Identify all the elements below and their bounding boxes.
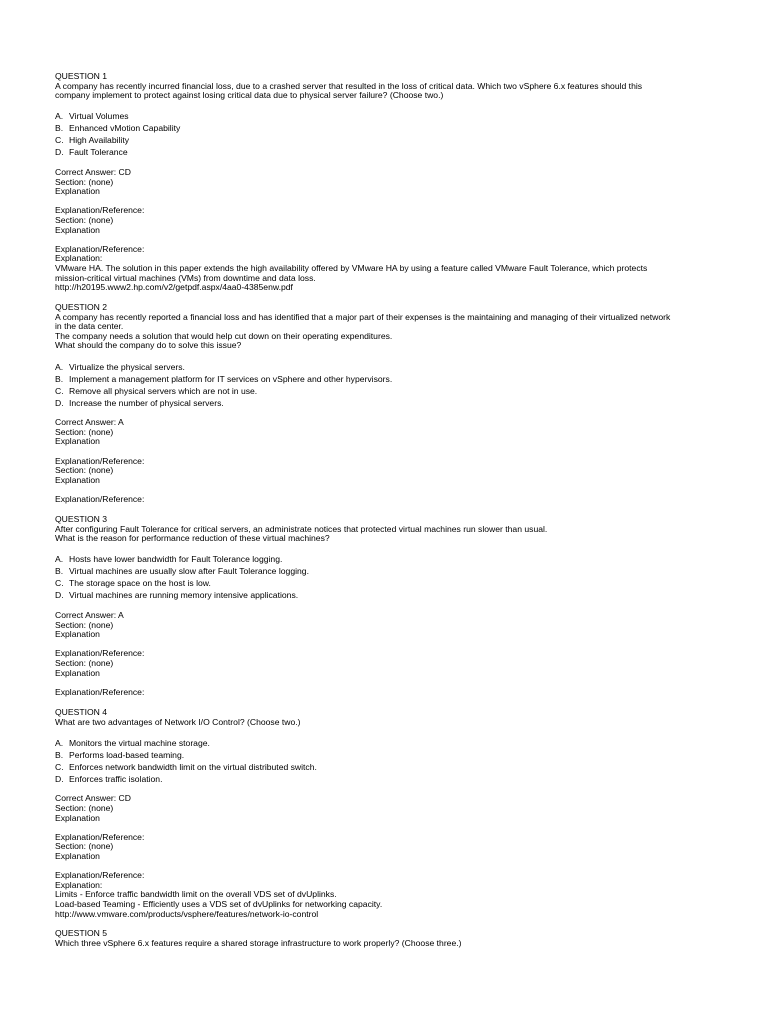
spacer [55,158,715,168]
option-letter: D. [55,147,64,158]
answer-option [55,577,715,589]
answer-info-line: Explanation [55,629,100,640]
spacer [55,544,715,554]
option-letter: C. [55,385,64,396]
answer-option [55,122,715,134]
answer-info-line: Explanation [55,812,100,823]
question-heading: QUESTION 3 [55,514,108,524]
explanation-line: Explanation/Reference: [55,493,145,504]
question-stem-line: What are two advantages of Network I/O Control? (Choose two.) [55,716,301,727]
question-stem-line: Which three vSphere 6.x features require a shared storage infrastructure to work properly? (Choose three.) [55,937,462,948]
question-stem-line: in the data center. [55,321,124,332]
question-stem-line: The company needs a solution that would help cut down on their operating expenditures. [55,330,393,341]
explanation-line: VMware HA. The solution in this paper extends the high availability offered by VMware HA by using a feature called VMware Fault Tolerance, which protects [55,262,648,273]
question-block [55,303,715,505]
spacer [55,862,715,872]
option-letter: D. [55,397,64,408]
explanation-line: Explanation/Reference: [55,686,145,697]
option-text: Increase the number of physical servers. [69,397,224,408]
option-letter: A. [55,111,64,122]
option-letter: B. [55,123,64,134]
question-stem-line: After configuring Fault Tolerance for critical servers, an administrate notices that protected virtual machines run slower than usual. [55,523,548,534]
spacer [55,447,715,457]
option-letter: D. [55,773,64,784]
option-text: Monitors the virtual machine storage. [69,737,210,748]
answer-option [55,553,715,565]
explanation-line: Section: (none) [55,214,114,225]
option-text: Virtual machines are running memory intensive applications. [69,590,299,601]
explanation-line: Section: (none) [55,465,114,476]
option-text: High Availability [69,135,130,146]
spacer [55,640,715,650]
question-block [55,929,715,948]
answer-option [55,134,715,146]
option-text: Implement a management platform for IT services on vSphere and other hypervisors. [69,373,393,384]
question-stem-line: company implement to protect against losing critical data due to physical server failure? (Choose two.) [55,90,444,101]
answer-info-line: Explanation [55,436,100,447]
spacer [55,727,715,737]
answer-option [55,385,715,397]
explanation-line: Explanation/Reference: [55,831,145,842]
option-letter: C. [55,761,64,772]
spacer [55,409,715,419]
answer-option [55,761,715,773]
question-heading: QUESTION 1 [55,71,108,81]
option-text: Virtual Volumes [69,111,129,122]
option-text: Enhanced vMotion Capability [69,123,181,134]
option-text: Enforces network bandwidth limit on the virtual distributed switch. [69,761,317,772]
option-letter: B. [55,566,64,577]
option-text: Virtualize the physical servers. [69,361,185,372]
question-heading: QUESTION 2 [55,302,108,312]
spacer [55,785,715,795]
explanation-line: Explanation/Reference: [55,205,145,216]
answer-option [55,361,715,373]
spacer [55,351,715,361]
explanation-line: Explanation [55,667,100,678]
answer-info-line: Section: (none) [55,802,114,813]
answer-option [55,146,715,158]
answer-option [55,110,715,122]
answer-info-line: Section: (none) [55,426,114,437]
explanation-line: Explanation: [55,879,103,890]
question-stem-line: What is the reason for performance reduction of these virtual machines? [55,533,330,544]
explanation-line: http://h20195.www2.hp.com/v2/getpdf.aspx/4aa0-4385enw.pdf [55,282,293,293]
answer-info-line: Explanation [55,186,100,197]
answer-option [55,773,715,785]
answer-info-line: Section: (none) [55,176,114,187]
option-text: Hosts have lower bandwidth for Fault Tolerance logging. [69,554,283,565]
explanation-line: http://www.vmware.com/products/vsphere/features/network-io-control [55,908,319,919]
question-block [55,708,715,919]
spacer [55,197,715,207]
option-letter: A. [55,737,64,748]
option-text: Remove all physical servers which are not in use. [69,385,258,396]
option-letter: D. [55,590,64,601]
explanation-line: Explanation/Reference: [55,648,145,659]
answer-option [55,565,715,577]
option-text: The storage space on the host is low. [69,578,211,589]
explanation-line: Explanation/Reference: [55,870,145,881]
answer-info-line: Correct Answer: A [55,417,124,428]
explanation-line: Limits - Enforce traffic bandwidth limit on the overall VDS set of dvUplinks. [55,889,337,900]
question-stem-line: A company has recently incurred financial loss, due to a crashed server that resulted in the loss of critical data. Which two vSphere 6.x features should this [55,80,643,91]
explanation-line: Explanation/Reference: [55,243,145,254]
question-block [55,515,715,697]
explanation-line: Load-based Teaming - Efficiently uses a VDS set of dvUplinks for networking capacity. [55,898,383,909]
question-heading: QUESTION 4 [55,707,108,717]
explanation-line: Explanation: [55,253,103,264]
question-stem-line: What should the company do to solve this issue? [55,340,242,351]
question-block [55,72,715,293]
option-text: Performs load-based teaming. [69,749,185,760]
explanation-line: Explanation [55,474,100,485]
question-stem-line: A company has recently reported a financial loss and has identified that a major part of their expenses is the maintaining and managing of their virtualized network [55,311,671,322]
option-letter: C. [55,135,64,146]
answer-option [55,397,715,409]
answer-option [55,737,715,749]
answer-info-line: Correct Answer: CD [55,166,131,177]
option-letter: A. [55,361,64,372]
option-text: Fault Tolerance [69,147,128,158]
answer-info-line: Correct Answer: A [55,609,124,620]
answer-option [55,589,715,601]
option-letter: B. [55,373,64,384]
explanation-line: Section: (none) [55,657,114,668]
spacer [55,601,715,611]
option-letter: B. [55,749,64,760]
spacer [55,678,715,688]
option-letter: C. [55,578,64,589]
option-text: Enforces traffic isolation. [69,773,163,784]
answer-info-line: Section: (none) [55,619,114,630]
answer-option [55,749,715,761]
explanation-line: Explanation [55,850,100,861]
answer-option [55,373,715,385]
spacer [55,101,715,111]
answer-info-line: Correct Answer: CD [55,793,131,804]
spacer [55,485,715,495]
option-letter: A. [55,554,64,565]
explanation-line: Explanation [55,224,100,235]
option-text: Virtual machines are usually slow after Fault Tolerance logging. [69,566,309,577]
question-heading: QUESTION 5 [55,928,108,938]
spacer [55,823,715,833]
explanation-line: Explanation/Reference: [55,455,145,466]
spacer [55,235,715,245]
explanation-line: Section: (none) [55,841,114,852]
explanation-line: mission-critical virtual machines (VMs) from downtime and data loss. [55,272,316,283]
